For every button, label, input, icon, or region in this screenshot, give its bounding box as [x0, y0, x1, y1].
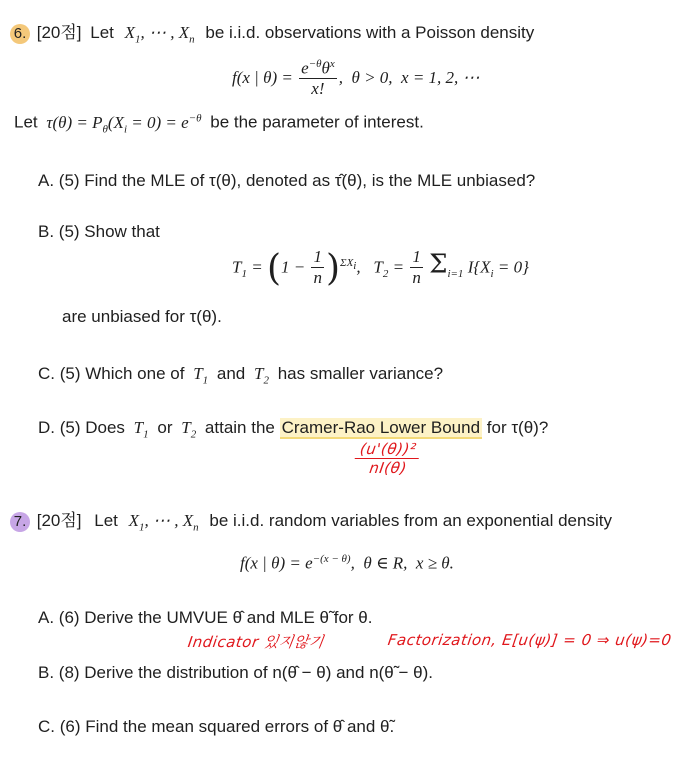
q7-intro: Let [94, 511, 118, 530]
q6-tau-definition: $\tau(\theta) = P_\theta(X_i = 0) = e^{-\theta}$ [46, 112, 202, 136]
q6-density-formula: f(x | θ) = $\frac{e^{-\theta}\theta^x}{x!}$ , θ > 0, x = 1, 2, ⋯ [232, 58, 480, 99]
q6-part-d-or: or [157, 418, 173, 437]
q6-handwritten-denominator: nI(θ) [368, 459, 409, 477]
q6-estimators-formula: $T_1 = (1$ − $\frac{1}{n}$ )$^{\Sigma X_i}$, $T_2$ = $\frac{1}{n}$ $\Sigma_{i=1}$ $I\{X_i = 0\}$ [232, 247, 529, 289]
q7-part-c: C. (6) Find the mean squared errors of θ̂ and θ̃. [38, 717, 395, 736]
cramer-rao-highlight: Cramer-Rao Lower Bound [281, 418, 481, 437]
q6-number-badge: 6. [10, 24, 30, 44]
q6-param-lead: Let [14, 112, 38, 132]
q7-header [10, 506, 612, 533]
q6-part-a: A. (5) Find the MLE of τ(θ), denoted as τ̂(θ), is the MLE unbiased? [38, 171, 536, 190]
q6-points: [20점] [36, 23, 82, 42]
q6-d-t2: $T_2$ [181, 418, 197, 441]
q6-parameter-line [14, 112, 424, 135]
q6-sample-variables: $X_1$, ⋯ , $X_n$ [124, 23, 195, 46]
q6-t1: $T_1$ [193, 364, 209, 387]
q6-header [10, 18, 534, 45]
q6-intro-tail: be i.i.d. observations with a Poisson density [205, 23, 535, 42]
q6-part-d-tail: for τ(θ)? [486, 418, 549, 437]
q7-sample-variables: $X_1$, ⋯ , $X_n$ [128, 511, 199, 534]
q6-handwritten-crlb [356, 440, 420, 477]
q6-part-c-tail: has smaller variance? [277, 364, 444, 383]
q6-part-b-label: B. (5) Show that [38, 222, 160, 241]
q6-part-c-lead: C. (5) Which one of [38, 364, 185, 383]
q7-density-formula: f(x | $\theta) = e^{-(x - \theta)}$, θ ∈ R, x ≥ θ. [240, 553, 454, 573]
q6-param-tail: be the parameter of interest. [210, 112, 424, 132]
q6-intro: Let [90, 23, 114, 42]
q6-part-d-attain: attain the [204, 418, 275, 437]
q6-part-b-tail: are unbiased for τ(θ). [62, 307, 222, 326]
q6-part-c [38, 364, 443, 386]
q6-t2: $T_2$ [254, 364, 269, 387]
q7-part-b: B. (8) Derive the distribution of n(θ̂ − θ) and n(θ̃ − θ). [38, 663, 433, 682]
q6-handwritten-numerator: (u'(θ))² [355, 440, 422, 459]
q7-handwritten-right: Factorization, E[u(ψ)] = 0 ⇒ u(ψ)=0 [386, 631, 673, 649]
q7-points: [20점] [36, 511, 82, 530]
q7-part-a: A. (6) Derive the UMVUE θ̂ and MLE θ̃ for θ. [38, 608, 373, 627]
q7-intro-tail: be i.i.d. random variables from an exponential density [209, 511, 612, 530]
q6-part-d-lead: D. (5) Does [38, 418, 125, 437]
q7-number-badge: 7. [10, 512, 30, 532]
q7-handwritten-left: Indicator 있지않기 [186, 633, 326, 651]
q6-part-d [38, 418, 548, 440]
q6-d-t1: $T_1$ [133, 418, 149, 441]
q6-part-c-and: and [216, 364, 246, 383]
